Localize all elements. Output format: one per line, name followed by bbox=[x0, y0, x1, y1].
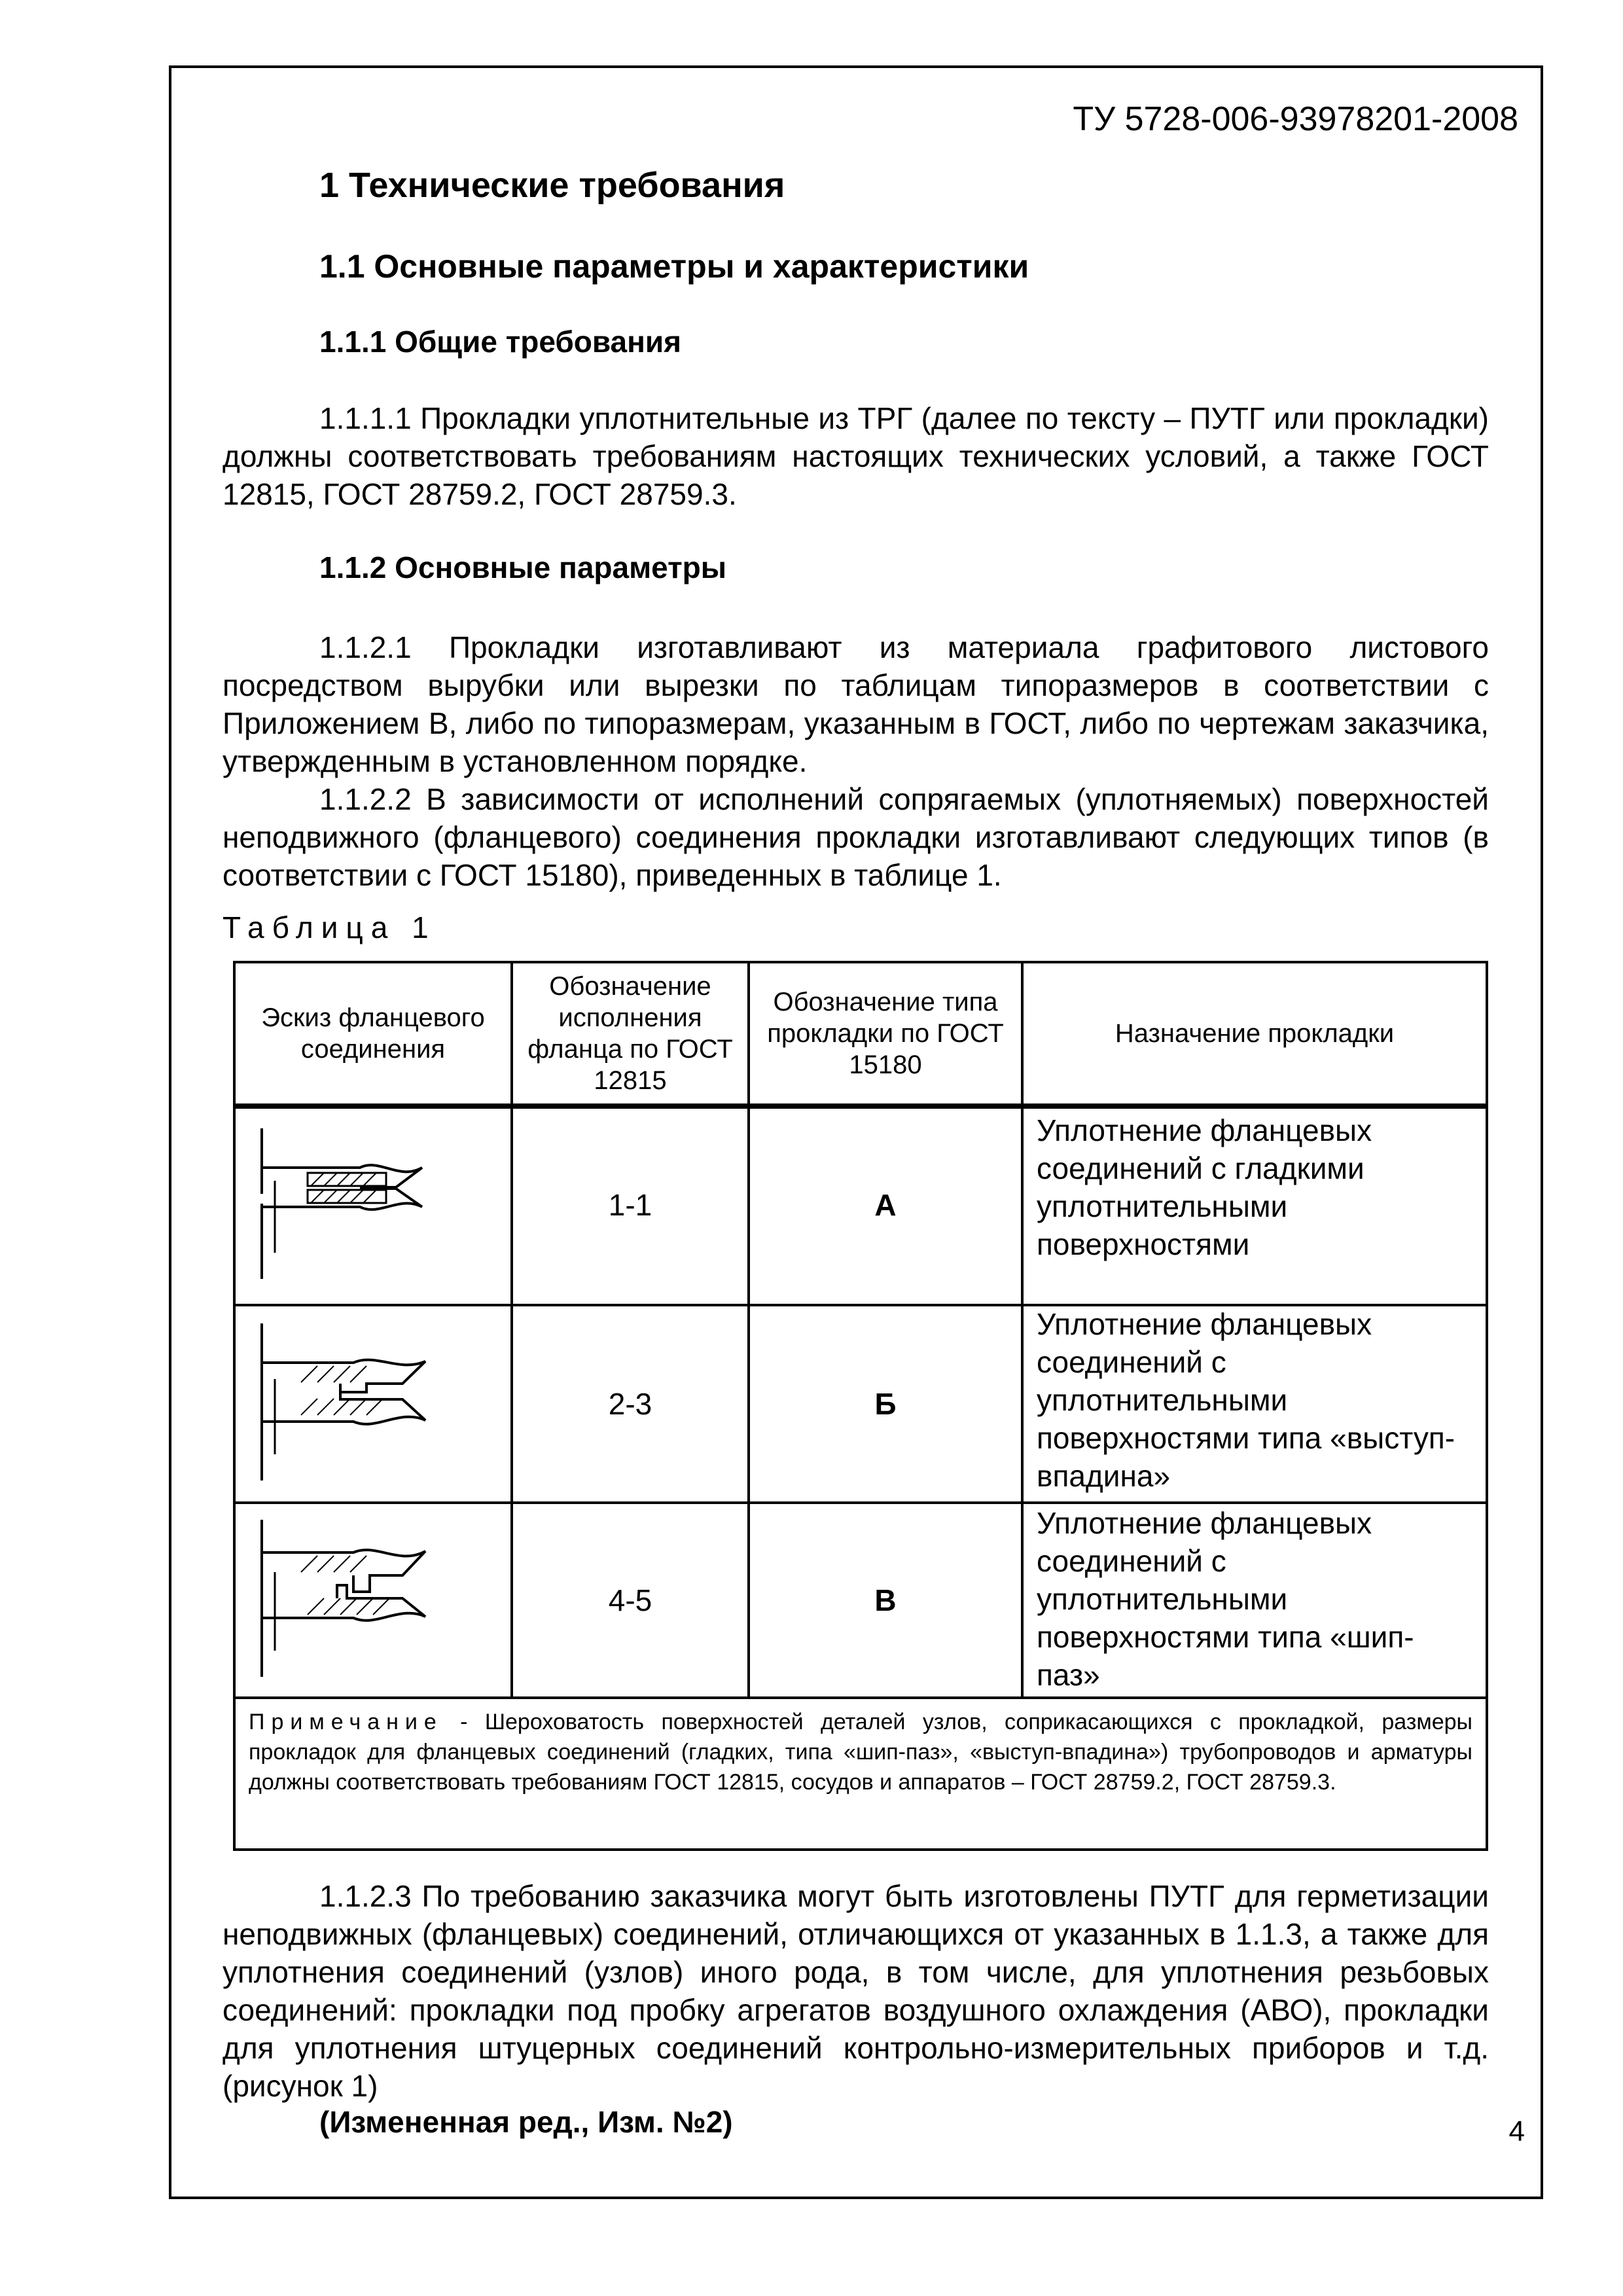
header-gasket-type: Обозначение типа прокладки по ГОСТ 15180 bbox=[767, 988, 1004, 1079]
gasket-types-table bbox=[233, 961, 1488, 1851]
paragraph-1-1-2-2: 1.1.2.2 В зависимости от исполнений сопрягаемых (уплотняемых) поверхностей неподвижного (фланцевого) соединения прокладки изготавливают следующих типов (в соответствии с ГОСТ 15180), приведенных в таблице 1. bbox=[223, 782, 1489, 892]
main-parameters-heading: 1.1.2 Основные параметры bbox=[319, 550, 727, 584]
subsection-heading: 1.1 Основные параметры и характеристики bbox=[319, 248, 1029, 285]
flange-designation-cell: 4-5 bbox=[608, 1583, 652, 1617]
purpose-cell: Уплотнение фланцевых соединений с уплотнительными поверхностями типа «выступ-впадина» bbox=[1037, 1307, 1455, 1493]
general-requirements-heading: 1.1.1 Общие требования bbox=[319, 325, 682, 359]
gasket-type-cell: Б bbox=[874, 1387, 897, 1421]
purpose-cell: Уплотнение фланцевых соединений с гладкими уплотнительными поверхностями bbox=[1037, 1113, 1372, 1261]
header-sketch: Эскиз фланцевого соединения bbox=[261, 1003, 485, 1064]
note-label: Примечание bbox=[249, 1710, 443, 1734]
purpose-cell: Уплотнение фланцевых соединений с уплотнительными поверхностями типа «шип-паз» bbox=[1037, 1506, 1414, 1692]
flange-designation-cell: 1-1 bbox=[608, 1188, 652, 1222]
paragraph-1-1-2-3: 1.1.2.3 По требованию заказчика могут быть изготовлены ПУТГ для герметизации неподвижных (фланцевых) соединений, отличающихся от указанных в 1.1.3, а также для уплотнения соединений (узлов) иного рода, в том числе, для уплотнения резьбовых соединений: прокладки под пробку агрегатов воздушного охлаждения (АВО), прокладки для уплотнения штуцерных соединений контрольно-измерительных приборов и т.д. (рисунок 1) bbox=[223, 1879, 1489, 2103]
flange-designation-cell: 2-3 bbox=[608, 1387, 652, 1421]
tongue-groove-sketch-icon bbox=[255, 1317, 452, 1487]
page-number: 4 bbox=[1508, 2115, 1525, 2147]
gasket-type-cell: А bbox=[874, 1188, 897, 1222]
header-flange-designation: Обозначение исполнения фланца по ГОСТ 12815 bbox=[527, 972, 733, 1095]
edition-note: (Измененная ред., Изм. №2) bbox=[319, 2105, 733, 2139]
table-note bbox=[249, 1707, 1472, 1797]
section-heading: 1 Технические требования bbox=[319, 166, 785, 205]
flat-flange-sketch-icon bbox=[255, 1122, 452, 1285]
note-text: - Шероховатость поверхностей деталей узлов, соприкасающихся с прокладкой, размеры прокладок для фланцевых соединений (гладких, типа «шип-паз», «выступ-впадина») трубопроводов и арматуры должны соответствовать требованиям ГОСТ 12815, сосудов и аппаратов – ГОСТ 28759.2, ГОСТ 28759.3. bbox=[249, 1710, 1472, 1795]
gasket-type-cell: В bbox=[874, 1583, 897, 1617]
header-purpose: Назначение прокладки bbox=[1115, 1019, 1395, 1048]
table-row-divider bbox=[236, 1696, 1486, 1699]
table-caption: Таблица 1 bbox=[223, 910, 437, 944]
paragraph-1-1-2-1: 1.1.2.1 Прокладки изготавливают из материала графитового листового посредством вырубки или вырезки по таблицам типоразмеров в соответствии с Приложением В, либо по типоразмерам, указанным в ГОСТ, либо по чертежам заказчика, утвержденным в установленном порядке. bbox=[223, 630, 1489, 778]
document-code: ТУ 5728-006-93978201-2008 bbox=[1073, 100, 1518, 138]
paragraph-1-1-1-1: 1.1.1.1 Прокладки уплотнительные из ТРГ (далее по тексту – ПУТГ или прокладки) должны соответствовать требованиям настоящих технических условий, а также ГОСТ 12815, ГОСТ 28759.2, ГОСТ 28759.3. bbox=[223, 401, 1489, 511]
spigot-socket-sketch-icon bbox=[255, 1513, 452, 1683]
